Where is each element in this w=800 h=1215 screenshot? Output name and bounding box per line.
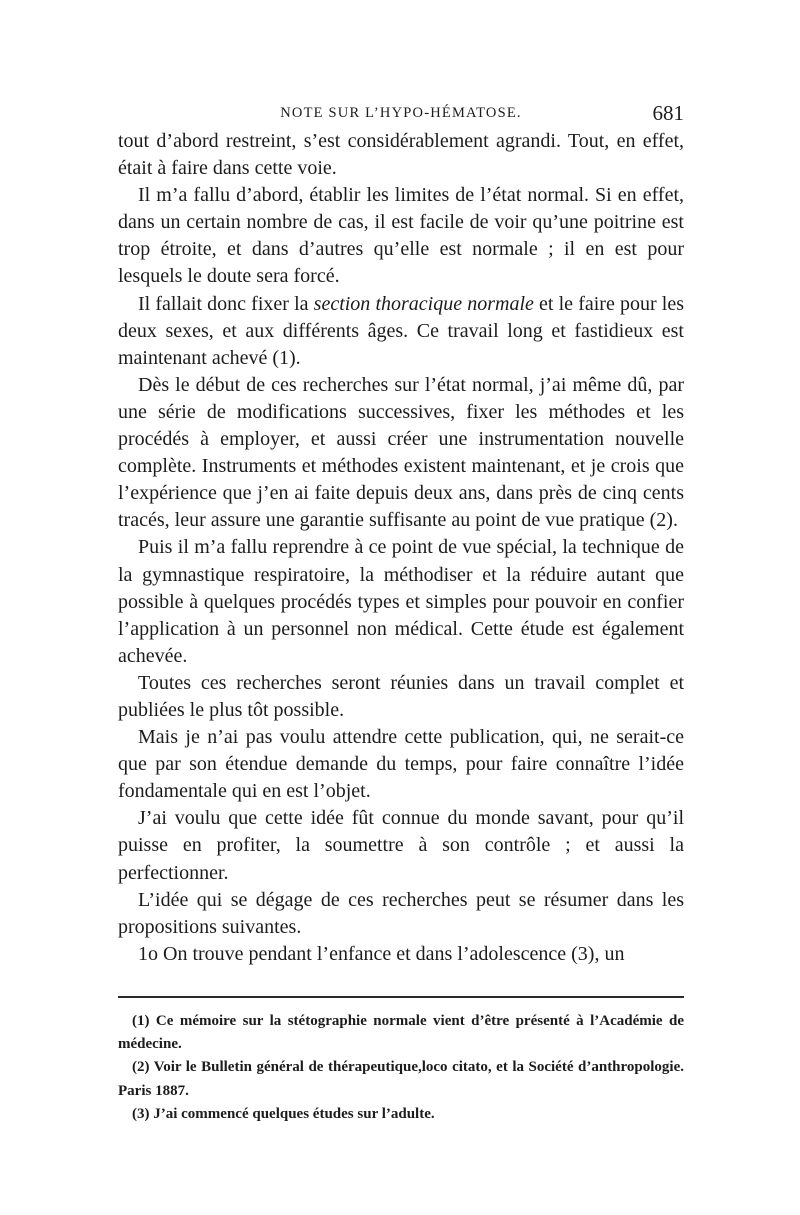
body-text — [118, 128, 684, 968]
paragraph-9: L’idée qui se dégage de ces recherches peut se résumer dans les propositions suivantes. — [118, 888, 684, 938]
paragraph-4: Dès le début de ces recherches sur l’état normal, j’ai même dû, par une série de modifications successives, fixer les méthodes et les procédés à employer, et aussi créer une instrumentation nouvelle complète. Instruments et méthodes existent maintenant, et je crois que l’expérience que j’en ai faite depuis deux ans, dans près de cinq cents tracés, leur assure une garantie suffisante au point de vue pratique (2). — [118, 373, 684, 532]
paragraph-2: Il m’a fallu d’abord, établir les limites de l’état normal. Si en effet, dans un certain nombre de cas, il est facile de voir qu’une poitrine est trop étroite, et dans d’autres qu’elle est normale ; il en est pour lesquels le doute sera forcé. — [118, 184, 684, 288]
footnote-3: (3) J’ai commencé quelques études sur l’adulte. — [132, 1105, 435, 1122]
paragraph-5: Puis il m’a fallu reprendre à ce point de vue spécial, la technique de la gymnastique respiratoire, la méthodiser et la réduire autant que possible à quelques procédés types et simples pour pouvoir en confier l’application à un personnel non médical. Cette étude est également achevée. — [118, 536, 684, 667]
page-number: 681 — [652, 101, 684, 125]
paragraph-7: Mais je n’ai pas voulu attendre cette publication, qui, ne serait-ce que par son étendue demande du temps, pour faire connaître l’idée fondamentale qui en est l’objet. — [118, 726, 684, 803]
paragraph-6: Toutes ces recherches seront réunies dans un travail complet et publiées le plus tôt possible. — [118, 671, 684, 721]
footnote-2: (2) Voir le Bulletin général de thérapeutique,loco citato, et la Société d’anthropologie. Paris 1887. — [118, 1059, 684, 1099]
paragraph-10: 1o On trouve pendant l’enfance et dans l’adolescence (3), un — [138, 942, 625, 965]
running-head — [118, 100, 684, 126]
footnotes — [118, 1010, 684, 1126]
running-title: NOTE SUR L’HYPO-HÉMATOSE. — [280, 105, 522, 121]
paragraph-3-end: et le faire pour les deux sexes, et aux différents âges. Ce travail long et fastidieux est maintenant achevé (1). — [118, 292, 685, 369]
paragraph-3-start: Il fallait donc fixer la — [138, 292, 314, 315]
paragraph-8: J’ai voulu que cette idée fût connue du monde savant, pour qu’il puisse en profiter, la soumettre à son contrôle ; et aussi la perfectionner. — [118, 807, 684, 884]
paragraph-1: tout d’abord restreint, s’est considérablement agrandi. Tout, en effet, était à faire dans cette voie. — [118, 130, 684, 180]
paragraph-3 — [118, 291, 684, 372]
footnote-rule — [118, 996, 684, 998]
footnote-1: (1) Ce mémoire sur la stétographie normale vient d’être présenté à l’Académie de médecine. — [118, 1013, 684, 1053]
italic-term: section thoracique normale — [313, 292, 534, 315]
